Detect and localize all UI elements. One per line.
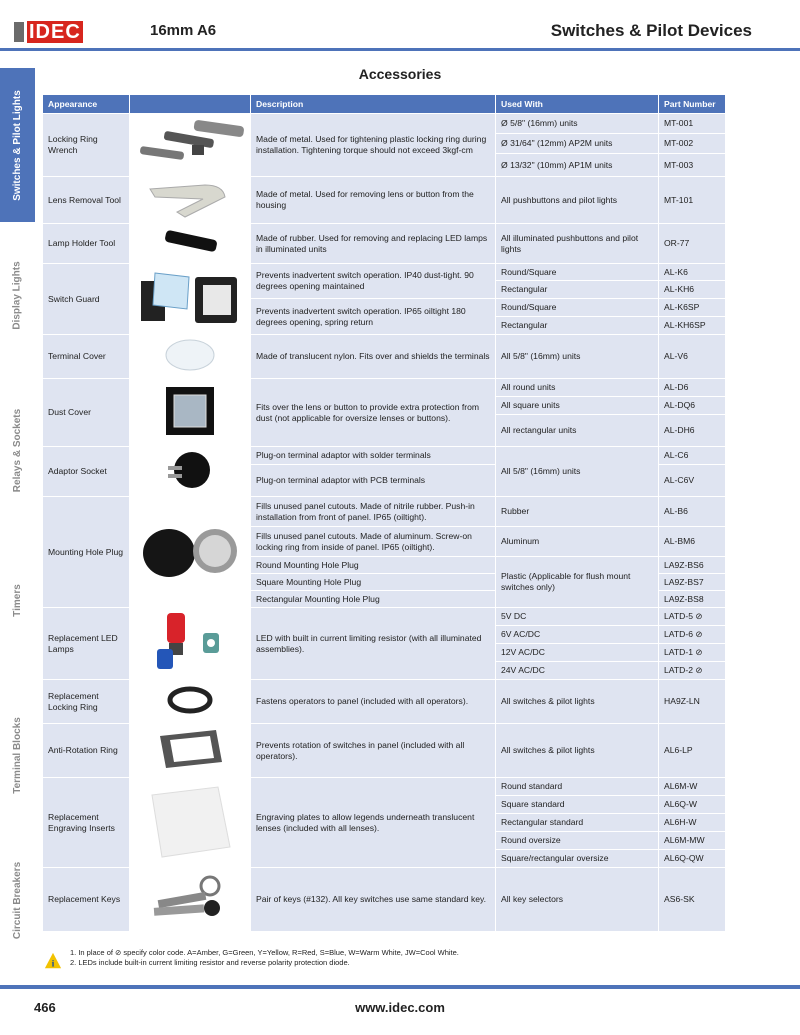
appearance-cell: Lens Removal Tool <box>43 177 130 224</box>
table-row: Terminal Cover Made of translucent nylon. Fits over and shields the terminals All 5/8" (16mm) units AL-V6 <box>43 335 726 379</box>
wrench-photo <box>130 114 251 177</box>
part-number: LA9Z-BS7 <box>659 574 726 591</box>
description-cell: Engraving plates to allow legends underneath translucent lenses (included with all lenses). <box>251 778 496 868</box>
part-number: AL-K6 <box>659 264 726 281</box>
table-row: 12V AC/DC LATD-1 ⊘ <box>43 644 726 662</box>
appearance-cell: Switch Guard <box>43 264 130 335</box>
description-cell: Pair of keys (#132). All key switches use same standard key. <box>251 868 496 932</box>
idec-logo: IDEC <box>14 20 90 44</box>
table-row: Replacement Engraving Inserts Engraving plates to allow legends underneath translucent lenses (included with all lenses). Round standard AL6M-W <box>43 778 726 796</box>
side-tab-display-lights[interactable]: Display Lights <box>12 260 24 330</box>
appearance-cell: Dust Cover <box>43 379 130 447</box>
part-number: LATD-6 ⊘ <box>659 626 726 644</box>
table-row: Lens Removal Tool Made of metal. Used for removing lens or button from the housing All pushbuttons and pilot lights MT-101 <box>43 177 726 224</box>
table-row: Lamp Holder Tool Made of rubber. Used for removing and replacing LED lamps in illuminated units All illuminated pushbuttons and pilot lights OR-77 <box>43 224 726 264</box>
side-tab-terminal-blocks[interactable]: Terminal Blocks <box>12 716 24 794</box>
description-cell: Fastens operators to panel (included with all operators). <box>251 680 496 724</box>
appearance-cell: Replacement Keys <box>43 868 130 932</box>
part-number: AL-K6SP <box>659 299 726 317</box>
part-number: OR-77 <box>659 224 726 264</box>
part-number: AL6Q-W <box>659 796 726 814</box>
description-cell: Fills unused panel cutouts. Made of nitrile rubber. Push-in installation from front of panel. IP65 (oiltight). <box>251 497 496 527</box>
description-cell: Plug-on terminal adaptor with solder terminals <box>251 447 496 465</box>
adaptor-socket-photo <box>130 447 251 497</box>
description-cell: Prevents rotation of switches in panel (included with all operators). <box>251 724 496 778</box>
header-rule <box>0 48 800 51</box>
appearance-cell: Replacement Locking Ring <box>43 680 130 724</box>
description-cell: Made of translucent nylon. Fits over and shields the terminals <box>251 335 496 379</box>
part-number: AS6-SK <box>659 868 726 932</box>
side-tab-circuit-breakers[interactable]: Circuit Breakers <box>12 861 24 939</box>
series-title: 16mm A6 <box>150 22 217 39</box>
table-row: All rectangular units AL-DH6 <box>43 415 726 447</box>
section-title: Accessories <box>358 66 442 82</box>
description-cell: Square Mounting Hole Plug <box>251 574 496 591</box>
locking-ring-photo <box>130 680 251 724</box>
table-row: 24V AC/DC LATD-2 ⊘ <box>43 662 726 680</box>
appearance-cell: Replacement LED Lamps <box>43 608 130 680</box>
table-row: Replacement Locking Ring Fastens operators to panel (included with all operators). All switches & pilot lights HA9Z-LN <box>43 680 726 724</box>
part-number: AL-DH6 <box>659 415 726 447</box>
side-tab-switches[interactable]: Switches & Pilot Lights <box>0 68 35 222</box>
table-row: Anti-Rotation Ring Prevents rotation of switches in panel (included with all operators). All switches & pilot lights AL6-LP <box>43 724 726 778</box>
lens-removal-tool-photo <box>130 177 251 224</box>
accessories-table <box>42 94 726 932</box>
col-description: Description <box>251 95 496 114</box>
description-cell: Made of metal. Used for tightening plastic locking ring during installation. Tightening torque should not exceed 3kgf-cm <box>251 114 496 177</box>
col-image <box>130 95 251 114</box>
page-number: 466 <box>34 1000 56 1015</box>
table-row: Rectangular AL-KH6 <box>43 281 726 299</box>
part-number: MT-101 <box>659 177 726 224</box>
part-number: LA9Z-BS6 <box>659 557 726 574</box>
part-number: LATD-2 ⊘ <box>659 662 726 680</box>
part-number: AL6M-MW <box>659 832 726 850</box>
description-cell: LED with built in current limiting resistor (with all illuminated assemblies). <box>251 608 496 680</box>
appearance-cell: Locking Ring Wrench <box>43 114 130 177</box>
part-number: AL-B6 <box>659 497 726 527</box>
part-number: LATD-5 ⊘ <box>659 608 726 626</box>
part-number: AL-D6 <box>659 379 726 397</box>
table-row: Square/rectangular oversize AL6Q-QW <box>43 850 726 868</box>
part-number: AL6H-W <box>659 814 726 832</box>
col-part-number: Part Number <box>659 95 726 114</box>
side-tab-timers[interactable]: Timers <box>12 583 23 617</box>
part-number: HA9Z-LN <box>659 680 726 724</box>
part-number: AL-KH6SP <box>659 317 726 335</box>
switch-guard-photo <box>130 264 251 335</box>
appearance-cell: Mounting Hole Plug <box>43 497 130 608</box>
col-used-with: Used With <box>496 95 659 114</box>
table-row: Dust Cover Fits over the lens or button to provide extra protection from dust (not applicable for oversize lenses or buttons). All round units AL-D6 <box>43 379 726 397</box>
description-cell: Made of metal. Used for removing lens or button from the housing <box>251 177 496 224</box>
table-row: Ø 13/32" (10mm) AP1M units MT-003 <box>43 154 726 177</box>
dust-cover-photo <box>130 379 251 447</box>
part-number: LA9Z-BS8 <box>659 591 726 608</box>
engraving-inserts-photo <box>130 778 251 868</box>
part-number: AL-C6 <box>659 447 726 465</box>
lamp-holder-tool-photo <box>130 224 251 264</box>
part-number: MT-003 <box>659 154 726 177</box>
description-cell: Plug-on terminal adaptor with PCB terminals <box>251 465 496 497</box>
appearance-cell: Terminal Cover <box>43 335 130 379</box>
description-cell: Rectangular Mounting Hole Plug <box>251 591 496 608</box>
appearance-cell: Anti-Rotation Ring <box>43 724 130 778</box>
table-row: Square standard AL6Q-W <box>43 796 726 814</box>
table-row: Locking Ring Wrench Made of metal. Used for tightening plastic locking ring during installation. Tightening torque should not exceed 3kgf-cm Ø 5/8" (16mm) units MT-001 <box>43 114 726 134</box>
appearance-cell: Lamp Holder Tool <box>43 224 130 264</box>
description-cell: Made of rubber. Used for removing and replacing LED lamps in illuminated units <box>251 224 496 264</box>
info-icon <box>44 952 62 970</box>
part-number: AL-BM6 <box>659 527 726 557</box>
led-lamps-photo <box>130 608 251 680</box>
table-row: All square units AL-DQ6 <box>43 397 726 415</box>
footnote-2: 2. LEDs include built-in current limiting resistor and reverse polarity protection diode. <box>70 958 350 967</box>
description-cell: Fills unused panel cutouts. Made of aluminum. Screw-on locking ring from inside of panel. IP65 (oiltight). <box>251 527 496 557</box>
svg-text:i: i <box>51 958 55 970</box>
part-number: AL-DQ6 <box>659 397 726 415</box>
table-row: 6V AC/DC LATD-6 ⊘ <box>43 626 726 644</box>
anti-rotation-ring-photo <box>130 724 251 778</box>
part-number: LATD-1 ⊘ <box>659 644 726 662</box>
website-link[interactable]: www.idec.com <box>355 1000 445 1015</box>
table-row: Adaptor Socket Plug-on terminal adaptor with solder terminals All 5/8" (16mm) units AL-C6 <box>43 447 726 465</box>
page-header <box>0 0 800 52</box>
table-row: Fills unused panel cutouts. Made of aluminum. Screw-on locking ring from inside of panel. IP65 (oiltight). Aluminum AL-BM6 <box>43 527 726 557</box>
table-row: Switch Guard Prevents inadvertent switch operation. IP40 dust-tight. 90 degrees opening maintained Round/Square AL-K6 <box>43 264 726 281</box>
table-row: Replacement LED Lamps LED with built in current limiting resistor (with all illuminated assemblies). 5V DC LATD-5 ⊘ <box>43 608 726 626</box>
appearance-cell: Replacement Engraving Inserts <box>43 778 130 868</box>
terminal-cover-photo <box>130 335 251 379</box>
description-cell: Prevents inadvertent switch operation. IP40 dust-tight. 90 degrees opening maintained <box>251 264 496 299</box>
keys-photo <box>130 868 251 932</box>
category-title: Switches & Pilot Devices <box>550 21 752 40</box>
part-number: AL-KH6 <box>659 281 726 299</box>
table-header-row <box>43 95 726 114</box>
table-row: Rectangular standard AL6H-W <box>43 814 726 832</box>
mounting-hole-plug-photo <box>130 497 251 608</box>
part-number: AL6M-W <box>659 778 726 796</box>
appearance-cell: Adaptor Socket <box>43 447 130 497</box>
table-row: Replacement Keys Pair of keys (#132). All key switches use same standard key. All key selectors AS6-SK <box>43 868 726 932</box>
part-number: MT-002 <box>659 134 726 154</box>
part-number: MT-001 <box>659 114 726 134</box>
side-tab-relays[interactable]: Relays & Sockets <box>12 408 24 492</box>
col-appearance: Appearance <box>43 95 130 114</box>
description-cell: Prevents inadvertent switch operation. IP65 oiltight 180 degrees opening, spring return <box>251 299 496 335</box>
part-number: AL-C6V <box>659 465 726 497</box>
footer-rule <box>0 985 800 989</box>
part-number: AL-V6 <box>659 335 726 379</box>
description-cell: Round Mounting Hole Plug <box>251 557 496 574</box>
part-number: AL6-LP <box>659 724 726 778</box>
table-row: Round Mounting Hole Plug Plastic (Applicable for flush mount switches only) LA9Z-BS6 <box>43 557 726 574</box>
part-number: AL6Q-QW <box>659 850 726 868</box>
table-row: Mounting Hole Plug Fills unused panel cutouts. Made of nitrile rubber. Push-in installation from front of panel. IP65 (oiltight). Rubber AL-B6 <box>43 497 726 527</box>
description-cell: Fits over the lens or button to provide extra protection from dust (not applicable for oversize lenses or buttons). <box>251 379 496 447</box>
table-row: Prevents inadvertent switch operation. IP65 oiltight 180 degrees opening, spring return Round/Square AL-K6SP <box>43 299 726 317</box>
footnote-1: 1. In place of ⊘ specify color code. A=Amber, G=Green, Y=Yellow, R=Red, S=Blue, W=Warm White, JW=Cool White. <box>70 948 459 957</box>
table-row: Round oversize AL6M-MW <box>43 832 726 850</box>
table-row: Rectangular AL-KH6SP <box>43 317 726 335</box>
table-row: Ø 31/64" (12mm) AP2M units MT-002 <box>43 134 726 154</box>
